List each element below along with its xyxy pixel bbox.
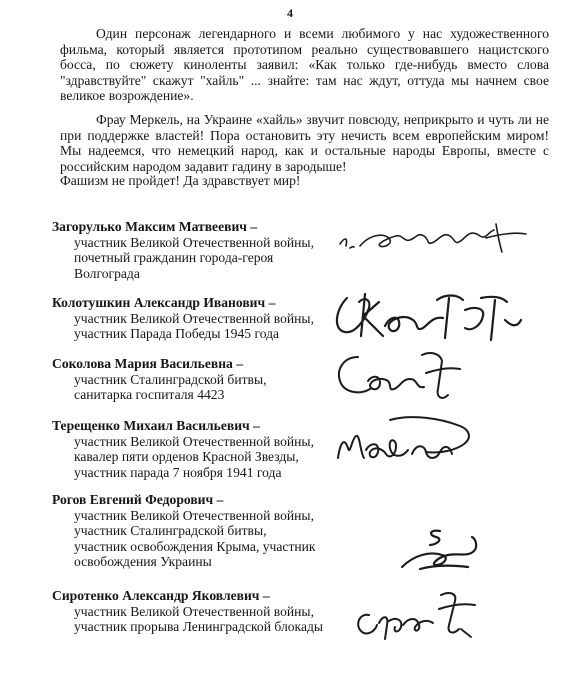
handwritten-signature-sirotenko bbox=[345, 585, 485, 645]
signer-title-line: участник парада 7 ноября 1941 года bbox=[74, 464, 282, 480]
signer-title-line: участник прорыва Ленинградской блокады bbox=[74, 619, 324, 635]
signer-title-line: Волгограда bbox=[74, 265, 140, 281]
letter-paragraph-1: Один персонаж легендарного и всеми любимого у нас художественного фильма, который является прототипом реально существовавшего нацистского босса, по сюжету киноленты заявил: «Как только где-нибудь вместо слова "здравствуйте" скажут "хайль" ... знайте: там нас ждут, оттуда мы начнем свое великое возрождение». bbox=[60, 26, 549, 104]
signer-title-line: кавалер пяти орденов Красной Звезды, bbox=[74, 449, 299, 465]
signer-title-line: санитарка госпиталя 4423 bbox=[74, 387, 225, 403]
signer-name: Рогов Евгений Федорович – bbox=[52, 492, 224, 507]
letter-paragraph-2: Фрау Меркель, на Украине «хайль» звучит повсюду, неприкрыто и чуть ли не при поддержке властей! Пора остановить эту нечисть всем европейским миром! Мы надеемся, что немецкий народ, как и остальные народы Европы, вместе с российским народом задавит гадину в зародыше! bbox=[60, 112, 549, 174]
handwritten-signature-zagorulko bbox=[330, 212, 540, 262]
signer-title-line: участник Великой Отечественной войны, bbox=[74, 234, 314, 250]
signer-block-sokolova bbox=[52, 356, 342, 403]
signer-title-line: почетный гражданин города-героя bbox=[74, 250, 274, 266]
page-number: 4 bbox=[287, 6, 293, 20]
signer-title-line: участник Великой Отечественной войны, bbox=[74, 507, 314, 523]
signer-block-rogov bbox=[52, 492, 342, 570]
signer-name: Загорулько Максим Матвеевич – bbox=[52, 219, 258, 234]
signer-block-kolotushkin bbox=[52, 295, 342, 342]
signer-title-line: освобождения Украины bbox=[74, 554, 212, 570]
signer-title-line: участник освобождения Крыма, участник bbox=[74, 538, 316, 554]
signer-name: Колотушкин Александр Иванович – bbox=[52, 295, 276, 310]
signer-name: Сиротенко Александр Яковлевич – bbox=[52, 588, 270, 603]
signer-name: Соколова Мария Васильевна – bbox=[52, 356, 244, 371]
letter-closing-slogan: Фашизм не пройдет! Да здравствует мир! bbox=[60, 173, 301, 188]
handwritten-signature-sokolova bbox=[330, 345, 470, 405]
signer-title-line: участник Парада Победы 1945 года bbox=[74, 326, 280, 342]
signer-title-line: участник Сталинградской битвы, bbox=[74, 371, 267, 387]
signer-block-zagorulko bbox=[52, 219, 342, 281]
handwritten-signature-tereshchenko bbox=[330, 408, 480, 478]
signer-title-line: участник Сталинградской битвы, bbox=[74, 523, 267, 539]
handwritten-signature-kolotushkin bbox=[325, 280, 525, 350]
signer-title-line: участник Великой Отечественной войны, bbox=[74, 433, 314, 449]
signer-block-tereshchenko bbox=[52, 418, 342, 480]
handwritten-signature-rogov bbox=[390, 525, 490, 580]
signer-name: Терещенко Михаил Васильевич – bbox=[52, 418, 260, 433]
signer-title-line: участник Великой Отечественной войны, bbox=[74, 603, 314, 619]
signer-title-line: участник Великой Отечественной войны, bbox=[74, 310, 314, 326]
signer-block-sirotenko bbox=[52, 588, 342, 635]
